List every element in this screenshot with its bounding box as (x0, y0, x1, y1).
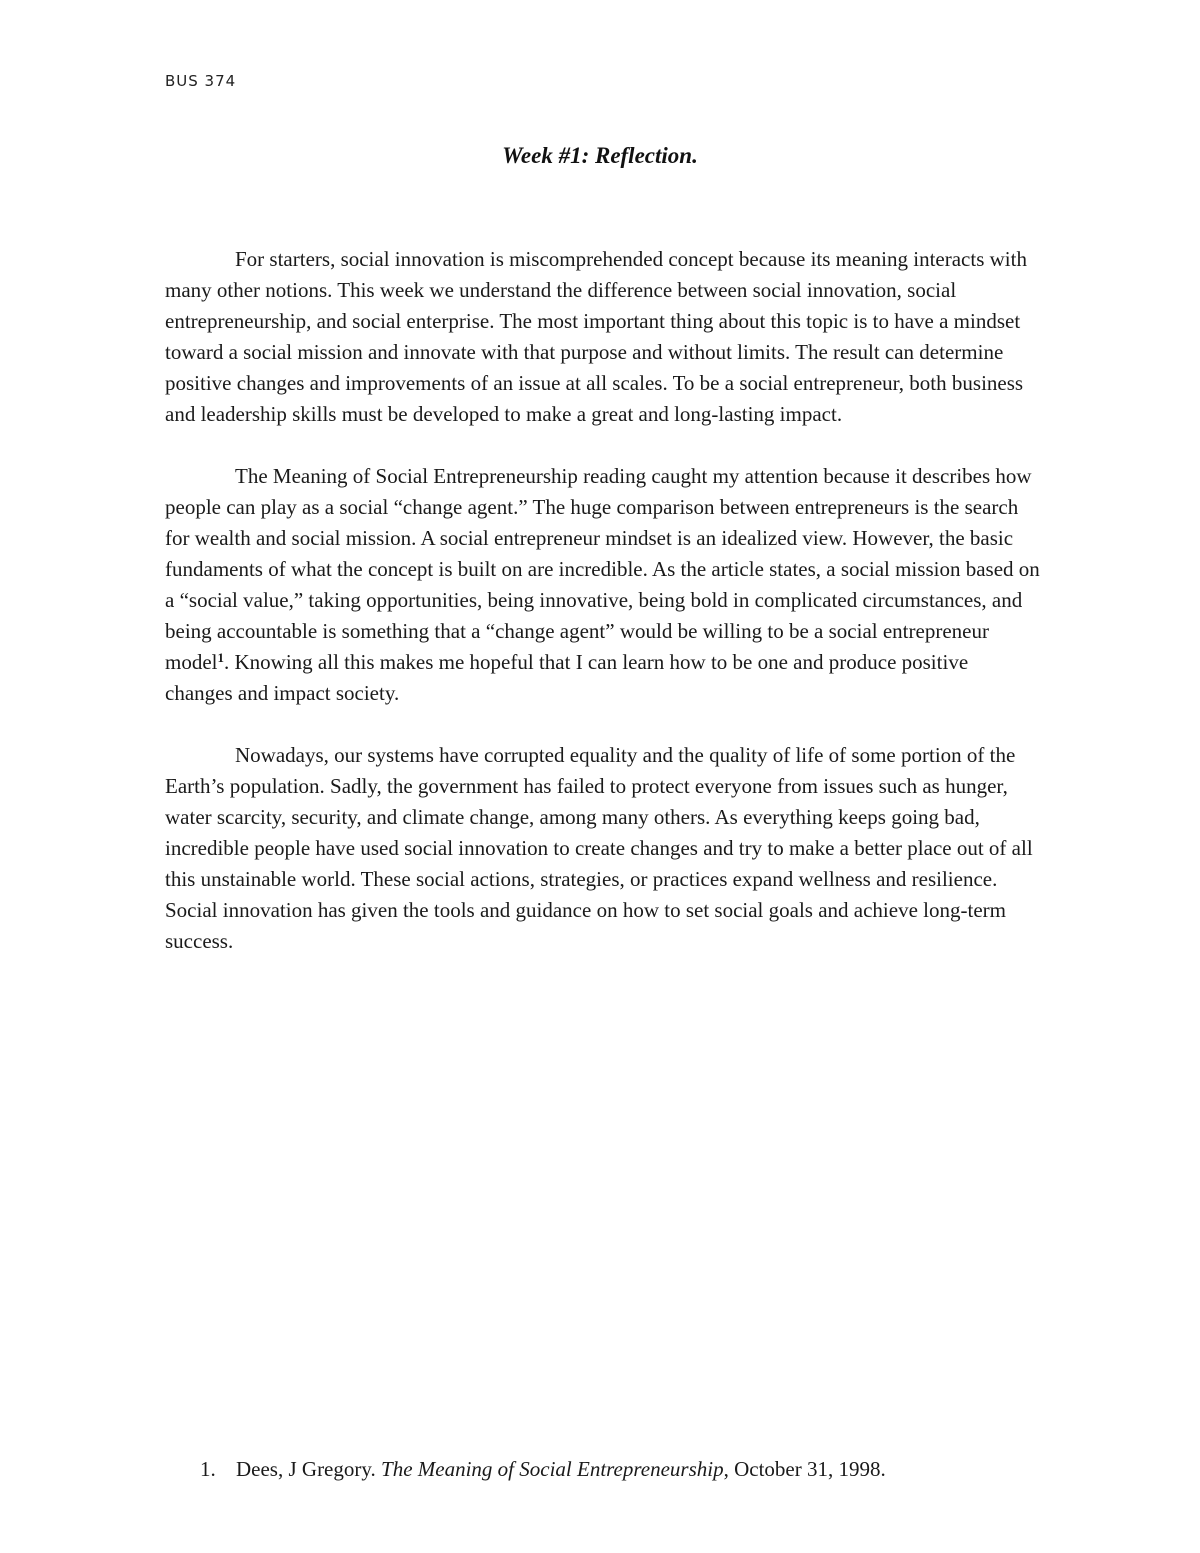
footnote-date: , October 31, 1998. (723, 1457, 886, 1481)
footnote-work-title: The Meaning of Social Entrepreneurship (381, 1457, 724, 1481)
footnote (200, 1457, 1100, 1482)
footnote-number: 1. (200, 1457, 216, 1481)
paragraph-2-text-before: The Meaning of Social Entrepreneurship reading caught my attention because it describes how people can play as a social “change agent.” The huge comparison between entrepreneurs is the search for wealth and social mission. A social entrepreneur mindset is an idealized view. However, the basic fundaments of what the concept is built on are incredible. As the article states, a social mission based on a “social value,” taking opportunities, being innovative, being bold in complicated circumstances, and being accountable is something that a “change agent” would be willing to be a social entrepreneur model (165, 464, 1040, 674)
page-title: Week #1: Reflection. (502, 143, 698, 168)
paragraph-1: For starters, social innovation is miscomprehended concept because its meaning interacts with many other notions. This week we understand the difference between social innovation, social entrepreneurship, and social enterprise. The most important thing about this topic is to have a mindset toward a social mission and innovate with that purpose and without limits. The result can determine positive changes and improvements of an issue at all scales. To be a social entrepreneur, both business and leadership skills must be developed to make a great and long-lasting impact. (165, 247, 1027, 426)
footnote-author: Dees, J Gregory. (236, 1457, 382, 1481)
paragraph-3: Nowadays, our systems have corrupted equality and the quality of life of some portion of the Earth’s population. Sadly, the government has failed to protect everyone from issues such as hunger, water scarcity, security, and climate change, among many others. As everything keeps going bad, incredible people have used social innovation to create changes and try to make a better place out of all this unstainable world. These social actions, strategies, or practices expand wellness and resilience. Social innovation has given the tools and guidance on how to set social goals and achieve long-term success. (165, 743, 1033, 953)
document-body (165, 244, 1040, 988)
paragraph-2 (165, 461, 1040, 709)
footnote-marker: 1 (217, 650, 224, 665)
paragraph-2-text-after: . Knowing all this makes me hopeful that I can learn how to be one and produce positive changes and impact society. (165, 650, 969, 705)
course-header: BUS 374 (165, 72, 237, 90)
